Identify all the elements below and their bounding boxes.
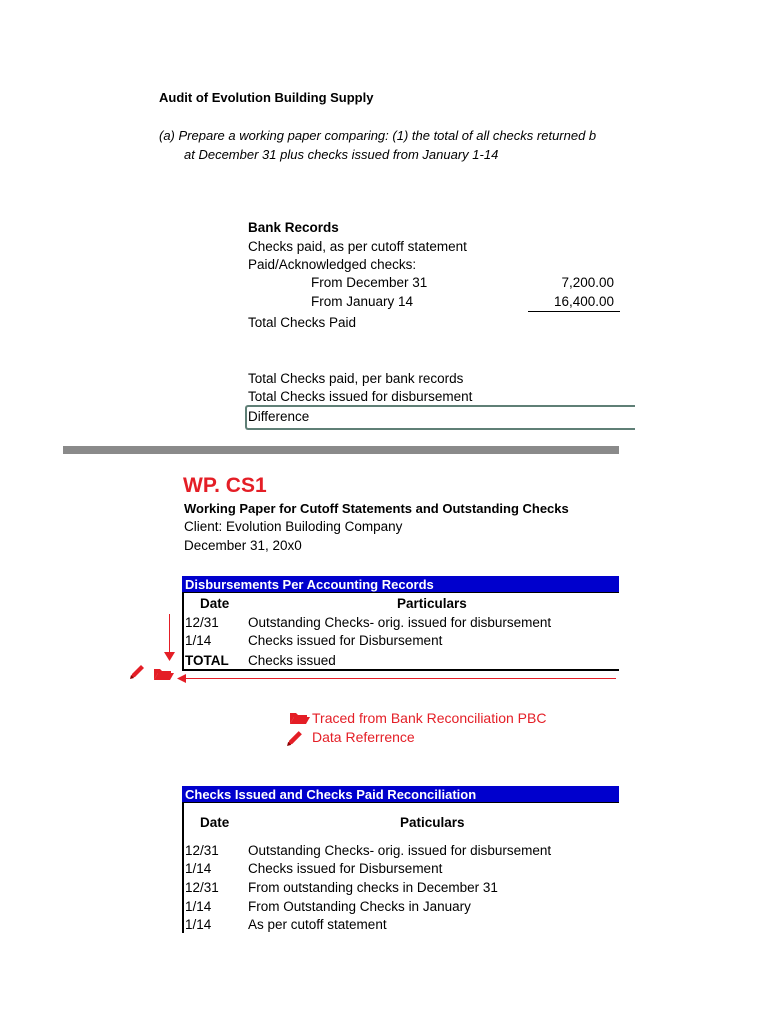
from-december-label: From December 31 [311, 275, 428, 290]
pencil-icon [286, 729, 304, 747]
task-instruction-line2: at December 31 plus checks issued from January 1-14 [184, 147, 499, 162]
reconciliation-col-particulars: Paticulars [400, 815, 465, 830]
table-row-particulars: Outstanding Checks- orig. issued for disbursement [248, 615, 552, 630]
disbursements-col-date: Date [200, 596, 230, 611]
trace-line-horizontal [178, 678, 616, 679]
table-row-total: TOTAL [185, 653, 229, 668]
working-paper-title: Working Paper for Cutoff Statements and Outstanding Checks [184, 501, 569, 516]
document-title: Audit of Evolution Building Supply [159, 90, 374, 105]
table-row-date: 1/14 [185, 917, 212, 932]
arrow-left-icon [177, 674, 186, 683]
disbursements-band: Disbursements Per Accounting Records [182, 576, 619, 593]
table-row-particulars: Checks issued [248, 653, 336, 668]
legend-traced-label: Traced from Bank Reconciliation PBC [312, 710, 547, 726]
pencil-icon [129, 663, 146, 680]
table-row-date: 1/14 [185, 633, 212, 648]
folder-icon [289, 711, 310, 725]
table-row-date: 12/31 [185, 843, 219, 858]
table-row-date: 12/31 [185, 880, 219, 895]
from-december-amount: 7,200.00 [561, 275, 614, 290]
legend-data-reference-label: Data Referrence [312, 729, 415, 745]
arrow-down-icon [164, 652, 175, 661]
disbursements-left-border [182, 593, 184, 669]
bank-records-heading: Bank Records [248, 220, 339, 235]
disbursements-col-particulars: Particulars [397, 596, 467, 611]
checks-paid-cutoff-label: Checks paid, as per cutoff statement [248, 239, 467, 254]
working-paper-date: December 31, 20x0 [184, 538, 302, 553]
table-row-date: 12/31 [185, 615, 219, 630]
summary-issued-label: Total Checks issued for disbursement [248, 389, 473, 404]
task-instruction-line1: (a) Prepare a working paper comparing: (1) the total of all checks returned b [159, 128, 597, 143]
amount-underline [528, 311, 620, 312]
table-row-particulars: Checks issued for Disbursement [248, 633, 443, 648]
summary-paid-label: Total Checks paid, per bank records [248, 371, 464, 386]
table-row-particulars: From outstanding checks in December 31 [248, 880, 498, 895]
total-checks-paid-label: Total Checks Paid [248, 315, 357, 330]
table-row-date: 1/14 [185, 861, 212, 876]
table-row-date: 1/14 [185, 899, 212, 914]
folder-icon [153, 667, 174, 681]
from-january-amount: 16,400.00 [553, 294, 614, 309]
working-paper-code: WP. CS1 [183, 474, 267, 497]
working-paper-client: Client: Evolution Builoding Company [184, 519, 403, 534]
table-row-particulars: As per cutoff statement [248, 917, 387, 932]
table-row-particulars: Checks issued for Disbursement [248, 861, 443, 876]
table-row-particulars: Outstanding Checks- orig. issued for disbursement [248, 843, 552, 858]
table-row-particulars: From Outstanding Checks in January [248, 899, 471, 914]
reconciliation-left-border [182, 803, 184, 933]
paid-acknowledged-label: Paid/Acknowledged checks: [248, 257, 417, 272]
from-january-label: From January 14 [311, 294, 414, 309]
reconciliation-col-date: Date [200, 815, 230, 830]
reconciliation-band: Checks Issued and Checks Paid Reconciliation [182, 786, 619, 803]
difference-label: Difference [248, 409, 310, 424]
page-divider [63, 446, 619, 454]
disbursements-bottom-border [182, 669, 619, 671]
